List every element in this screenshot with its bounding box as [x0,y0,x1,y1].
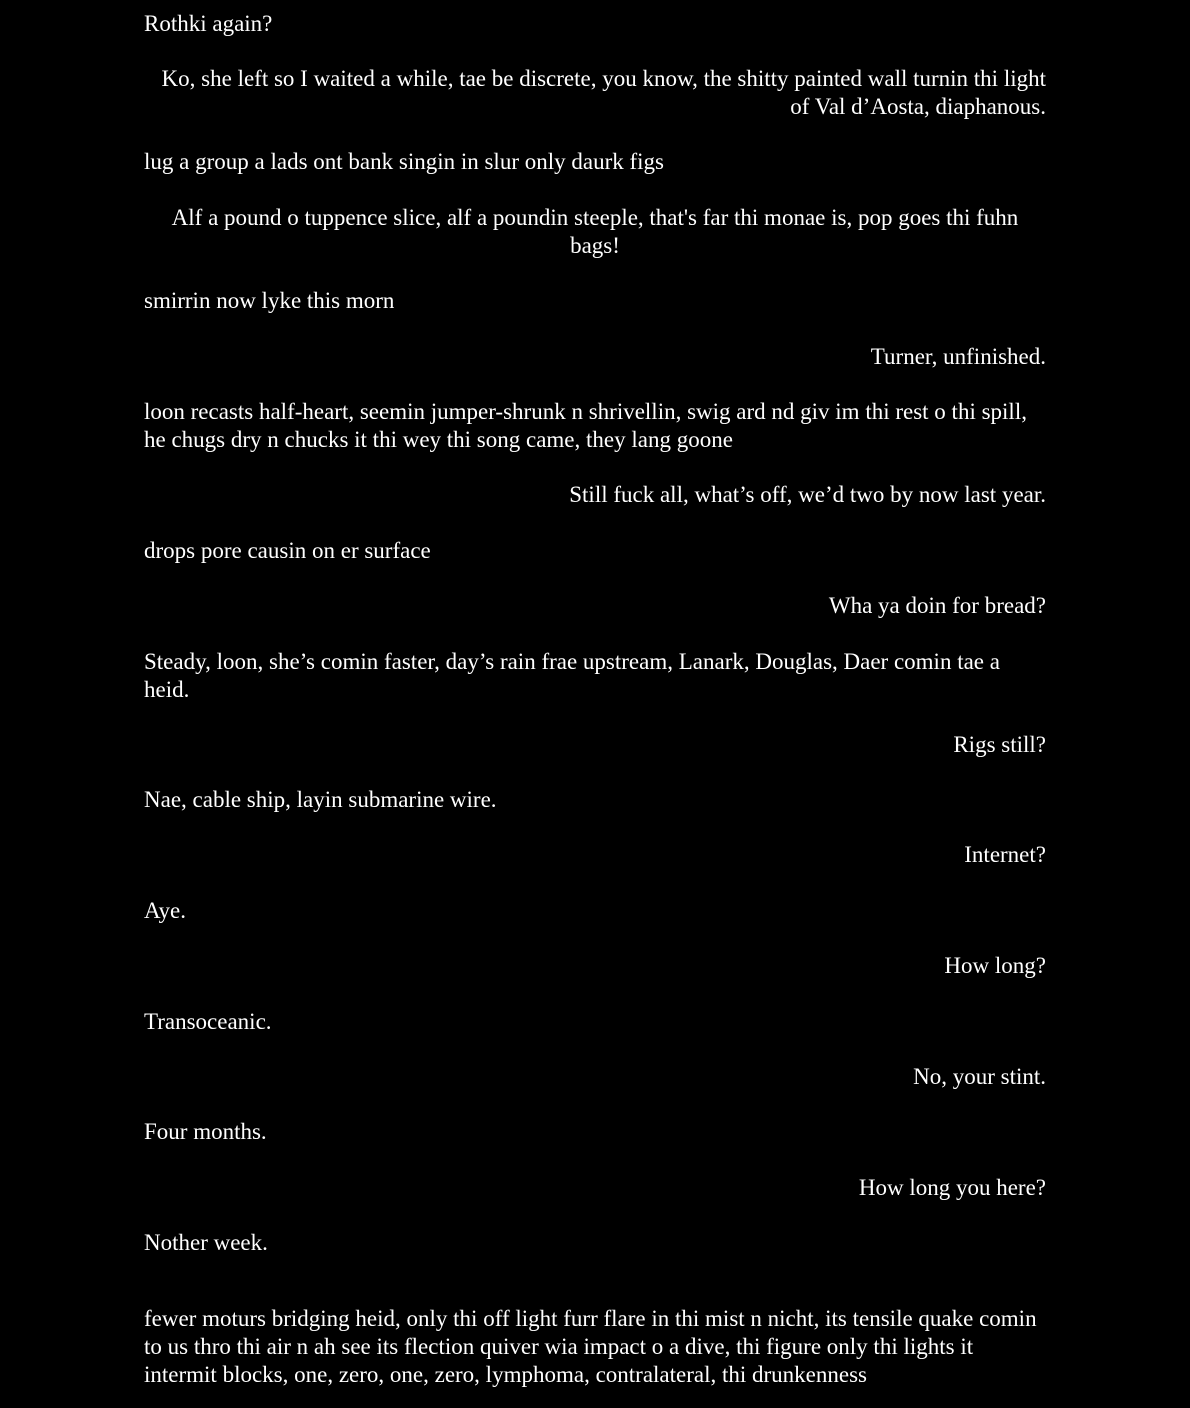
line-rothki-again: Rothki again? [144,11,273,36]
line-lug-group: lug a group a lads ont bank singin in slur only daurk figs [144,149,664,174]
line-loon-recasts: loon recasts half-heart, seemin jumper-shrunk n shrivellin, swig ard nd giv im thi rest o thi spill, he chugs dry n chucks it thi wey thi song came, they lang goone [144,399,1027,452]
line-turner: Turner, unfinished. [870,344,1046,369]
line-transoceanic: Transoceanic. [144,1009,272,1034]
line-wha-ya-doin: Wha ya doin for bread? [828,593,1046,618]
line-she-left: Ko, she left so I waited a while, tae be discrete, you know, the shitty painted wall turnin thi light of Val d’Aosta, diaphanous. [161,66,1046,119]
line-alf-a-pound: Alf a pound o tuppence slice, alf a poundin steeple, that's far thi monae is, pop goes thi fuhn bags! [171,205,1019,258]
line-drops-pore: drops pore causin on er surface [144,538,431,563]
line-smirrin: smirrin now lyke this morn [144,288,395,313]
line-still-fuck-all: Still fuck all, what’s off, we’d two by now last year. [569,482,1046,507]
line-steady-loon: Steady, loon, she’s comin faster, day’s rain frae upstream, Lanark, Douglas, Daer comin tae a heid. [144,649,1000,702]
line-four-months: Four months. [144,1119,267,1144]
line-how-long: How long? [944,953,1046,978]
line-your-stint: No, your stint. [913,1064,1046,1089]
line-nae-cable-ship: Nae, cable ship, layin submarine wire. [144,787,497,812]
line-rigs-still: Rigs still? [953,732,1046,757]
line-aye: Aye. [144,898,186,923]
line-fewer-moturs: fewer moturs bridging heid, only thi off light furr flare in thi mist n nicht, its tensile quake comin to us thro thi air n ah see its flection quiver wia impact o a dive, thi figure only thi lights it intermit blocks, one, zero, one, zero, lymphoma, contralateral, thi drunkenness [144,1306,1037,1387]
line-internet: Internet? [964,842,1046,867]
line-how-long-here: How long you here? [858,1175,1046,1200]
line-nother-week: Nother week. [144,1230,268,1255]
